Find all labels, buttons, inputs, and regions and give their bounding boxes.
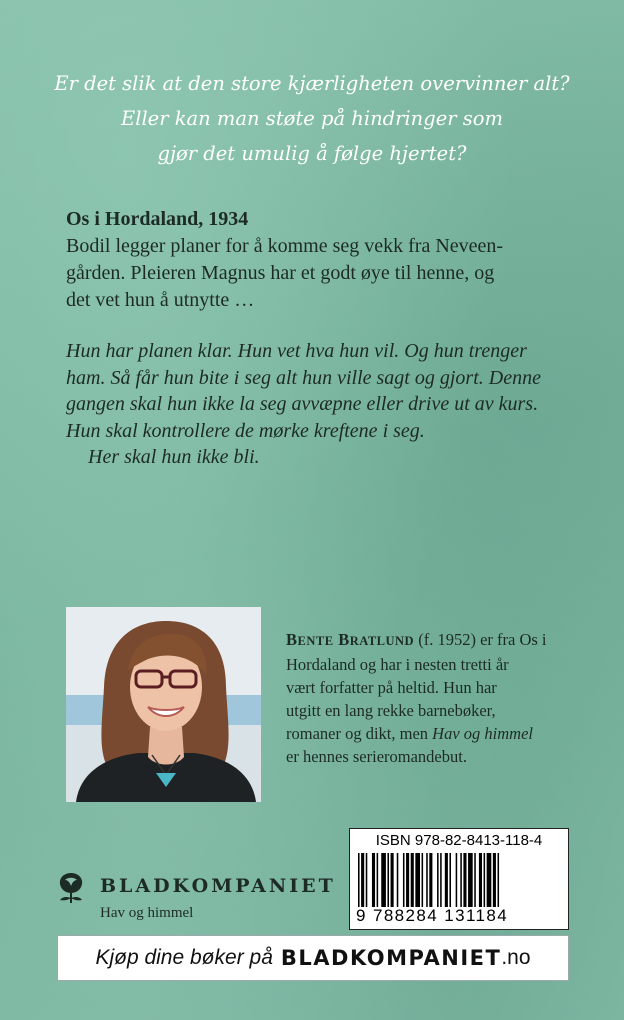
author-name bbox=[286, 630, 414, 649]
blurb bbox=[66, 206, 566, 314]
blurb-line-2: gården. Pleieren Magnus har et godt øye til henne, og bbox=[66, 262, 495, 284]
store-banner[interactable] bbox=[57, 935, 569, 981]
back-cover-tagline bbox=[0, 66, 624, 171]
isbn-label: ISBN 978-82-8413-118-4 bbox=[375, 832, 543, 849]
author-first-rest: ENTE bbox=[297, 634, 334, 648]
italic-last-line: Her skal hun ikke bli. bbox=[88, 446, 260, 468]
bio-line-4: utgitt en lang rekke barnebøker, bbox=[286, 701, 496, 720]
tagline-line-2: Eller kan man støte på hindringer som bbox=[120, 107, 504, 130]
barcode-digits: 9 788284 131184 bbox=[356, 906, 509, 925]
italic-line-3: gangen skal hun ikke la seg avvæpne eller drive ut av kurs. bbox=[66, 393, 539, 415]
blurb-line-1: Bodil legger planer for å komme seg vekk fra Neveen- bbox=[66, 235, 504, 257]
author-first-initial: B bbox=[286, 630, 298, 649]
italic-passage bbox=[66, 338, 566, 471]
series-name: Hav og himmel bbox=[100, 905, 194, 921]
italic-line-1: Hun har planen klar. Hun vet hva hun vil. Og hun trenger bbox=[66, 340, 527, 362]
isbn-barcode bbox=[349, 828, 569, 930]
store-banner-brand: BLADKOMPANIET bbox=[280, 946, 502, 970]
author-portrait-icon bbox=[66, 607, 261, 802]
tagline-line-3: gjør det umulig å følge hjertet? bbox=[157, 142, 467, 165]
blurb-line-3: det vet hun å utnytte … bbox=[66, 289, 255, 311]
rose-logo-icon bbox=[56, 871, 86, 905]
blurb-heading: Os i Hordaland, 1934 bbox=[66, 208, 249, 230]
publisher-name: BLADKOMPANIET bbox=[100, 875, 336, 897]
bio-line-3: vært forfatter på heltid. Hun har bbox=[286, 678, 497, 697]
barcode-bars-icon bbox=[356, 853, 562, 907]
blurb-text bbox=[66, 233, 566, 314]
bio-line-5 bbox=[286, 722, 576, 745]
bio-line-6: er hennes serieromandebut. bbox=[286, 747, 467, 766]
store-banner-prefix: Kjøp dine bøker på bbox=[95, 946, 273, 969]
store-banner-tld: .no bbox=[501, 946, 531, 969]
publisher-logo bbox=[56, 868, 356, 928]
author-photo bbox=[66, 607, 261, 802]
bio-line-2: Hordaland og har i nesten tretti år bbox=[286, 655, 509, 674]
series-title-mention: Hav og himmel bbox=[432, 724, 533, 743]
author-last-initial: B bbox=[338, 630, 350, 649]
author-bio bbox=[286, 628, 576, 768]
tagline-line-1: Er det slik at den store kjærligheten overvinner alt? bbox=[54, 72, 570, 95]
bio-line-1 bbox=[286, 628, 576, 653]
bio-line-1-text: (f. 1952) er fra Os i bbox=[418, 630, 547, 649]
author-last-rest: RATLUND bbox=[349, 634, 415, 648]
bio-line-5-text: romaner og dikt, men bbox=[286, 724, 429, 743]
italic-line-4: Hun skal kontrollere de mørke kreftene i seg. bbox=[66, 419, 425, 442]
italic-line-2: ham. Så får hun bite i seg alt hun ville sagt og gjort. Denne bbox=[66, 366, 541, 389]
